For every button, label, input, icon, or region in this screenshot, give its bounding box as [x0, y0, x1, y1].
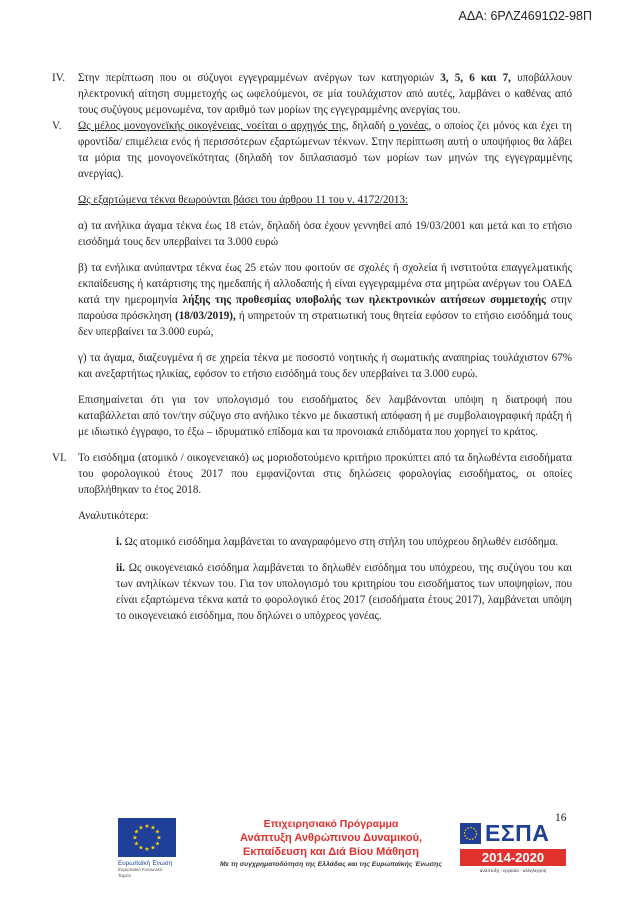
eu-sub-label: Ευρωπαϊκό Κοινωνικό Ταμείο [118, 867, 163, 878]
svg-text:★: ★ [154, 840, 161, 848]
condition-c: γ) τα άγαμα, διαζευγμένα ή σε χηρεία τέκνα με ποσοστό νοητικής ή σωματικής αναπηρίας τουλάχιστον 67% και ανεξαρτήτως ηλικίας, εφόσον το ετήσιο εισόδημά τους δεν υπερβαίνει τα 3.000 ευρώ. [78, 352, 572, 380]
programme-title: Επιχειρησιακό Πρόγραμμα Ανάπτυξη Ανθρώπινου Δυναμικού, Εκπαίδευση και Διά Βίου Μάθηση Με τη συγχρηματοδότηση της Ελλάδας και της Ευρωπαϊκής Ένωσης [220, 818, 442, 868]
item-number: IV. [52, 72, 66, 84]
funding-footer [118, 818, 566, 882]
condition-a: α) τα ανήλικα άγαμα τέκνα έως 18 ετών, δηλαδή όσα έχουν γεννηθεί από 19/03/2001 και μετά και το ετήσιο εισόδημά τους δεν υπερβαίνει τα 3.000 ευρώ [78, 220, 572, 248]
svg-text:★: ★ [138, 824, 144, 832]
svg-text:★: ★ [156, 834, 162, 842]
espa-logo: ΕΣΠΑ 2014-2020 ανάπτυξη - εργασία - αλληλεγγύη [460, 820, 566, 880]
item-number: VI. [52, 452, 67, 464]
details-heading: Αναλυτικότερα: [78, 510, 149, 522]
condition-b: β) τα ενήλικα ανύπαντρα τέκνα έως 25 ετών που φοιτούν σε σχολές ή σχολεία ή ινστιτούτα επαγγελματικής εκπαίδευσης ή κατάρτισης της ημεδαπής ή αλλοδαπής ή είναι εγγεγραμμένα στα μητρώα ανέργων του ΟΑΕΔ κατά την ημερομηνία λήξης της προθεσμίας υποβολής των ηλεκτρονικών αιτήσεων συμμετοχής στην παρούσα πρόσκληση (18/03/2019), ή υπηρετούν τη στρατιωτική τους θητεία εφόσον το ετήσιο εισόδημά τους δεν υπερβαίνει τα 3.000 ευρώ, [78, 262, 572, 338]
svg-text:★: ★ [138, 844, 144, 852]
item-vi-text: Το εισόδημα (ατομικό / οικογενειακό) ως μοριοδοτούμενο κριτήριο προκύπτει από τα δηλωθέντα εισοδήματα του φορολογικού έτους 2017 που εμφανίζονται στις δηλώσεις φορολογίας εισοδήματος, οι οποίες υποβλήθηκαν το έτος 2018. [78, 452, 572, 496]
svg-text:★: ★ [150, 844, 156, 852]
espa-tagline: ανάπτυξη - εργασία - αλληλεγγύη [479, 868, 547, 873]
item-iv-text: Στην περίπτωση που οι σύζυγοι εγγεγραμμένων ανέργων των κατηγοριών 3, 5, 6 και 7, υποβάλλουν ηλεκτρονική αίτηση συμμετοχής ως ωφελούμενοι, σε μία τουλάχιστον από αυτές, λαμβάνει ο καθένας από τους συζύγους μεμονωμένα, τον αριθμό των μορίων της εγγεγραμμένης ανεργίας του. [78, 72, 572, 116]
eu-label: Ευρωπαϊκή Ένωση [118, 860, 173, 867]
document-body [52, 70, 572, 624]
svg-text:★: ★ [154, 828, 161, 836]
eu-logo [118, 818, 176, 879]
espa-flag-icon [460, 823, 481, 844]
svg-text:★: ★ [132, 834, 138, 842]
detail-i: i. Ως ατομικό εισόδημα λαμβάνεται το αναγραφόμενο στη στήλη του υπόχρεου δηλωθέν εισόδημα. [116, 536, 559, 548]
item-vi [52, 450, 572, 498]
dependent-children-heading: Ως εξαρτώμενα τέκνα θεωρούνται βάσει του άρθρου 11 του ν. 4172/2013: [78, 194, 409, 206]
income-note: Επισημαίνεται ότι για τον υπολογισμό του εισοδήματος δεν λαμβάνονται υπόψη η διατροφή που καταβάλλεται από τον/την σύζυγο στο ανήλικο τέκνο με δικαστική απόφαση ή με συμβολαιογραφική πράξη ή με ιδιωτικό έγγραφο, το έξω – ιδρυματικό επίδομα και τα προνοιακά επιδόματα που χορηγεί το κράτος. [78, 394, 572, 438]
eu-flag-icon [118, 818, 176, 857]
item-number: V. [52, 120, 62, 132]
espa-years: 2014-2020 [460, 849, 566, 866]
detail-ii: ii. Ως οικογενειακό εισόδημα λαμβάνεται το δηλωθέν εισόδημα του υπόχρεου, της συζύγου του και των ανηλίκων τέκνων του. Για τον υπολογισμό του κριτηρίου του εισοδήματος των υποψηφίων, που είναι εξαρτώμενα τέκνα κατά το φορολογικό έτος 2017 (εισοδήματα έτους 2017), λαμβάνεται υπόψη το οικογενειακό εισόδημα, που δηλώνει ο υπόχρεος γονέας. [116, 562, 572, 622]
item-iv [52, 70, 572, 118]
svg-text:★: ★ [133, 840, 140, 848]
page-number: 16 [555, 812, 567, 824]
svg-text:★: ★ [133, 828, 140, 836]
svg-text:★: ★ [144, 846, 150, 853]
ada-code: ΑΔΑ: 6ΡΛΖ4691Ω2-98Π [458, 9, 592, 23]
svg-text:★: ★ [144, 823, 150, 830]
single-parent-definition: Ως μέλος μονογονεϊκής οικογένειας, νοείται ο αρχηγός της, δηλαδή ο γονέας, ο οποίος ζει μόνος και έχει τη φροντίδα/ επιμέλεια ενός ή περισσότερων εξαρτώμενων τέκνων. Στην περίπτωση αυτή ο υποψήφιος θα λάβει τα μόρια της μονογονεϊκότητας (δηλαδή τον διπλασιασμό των μορίων των μηνών της εγγεγραμμένης ανεργίας). [78, 120, 572, 180]
svg-text:★: ★ [150, 824, 156, 832]
item-v [52, 118, 572, 440]
